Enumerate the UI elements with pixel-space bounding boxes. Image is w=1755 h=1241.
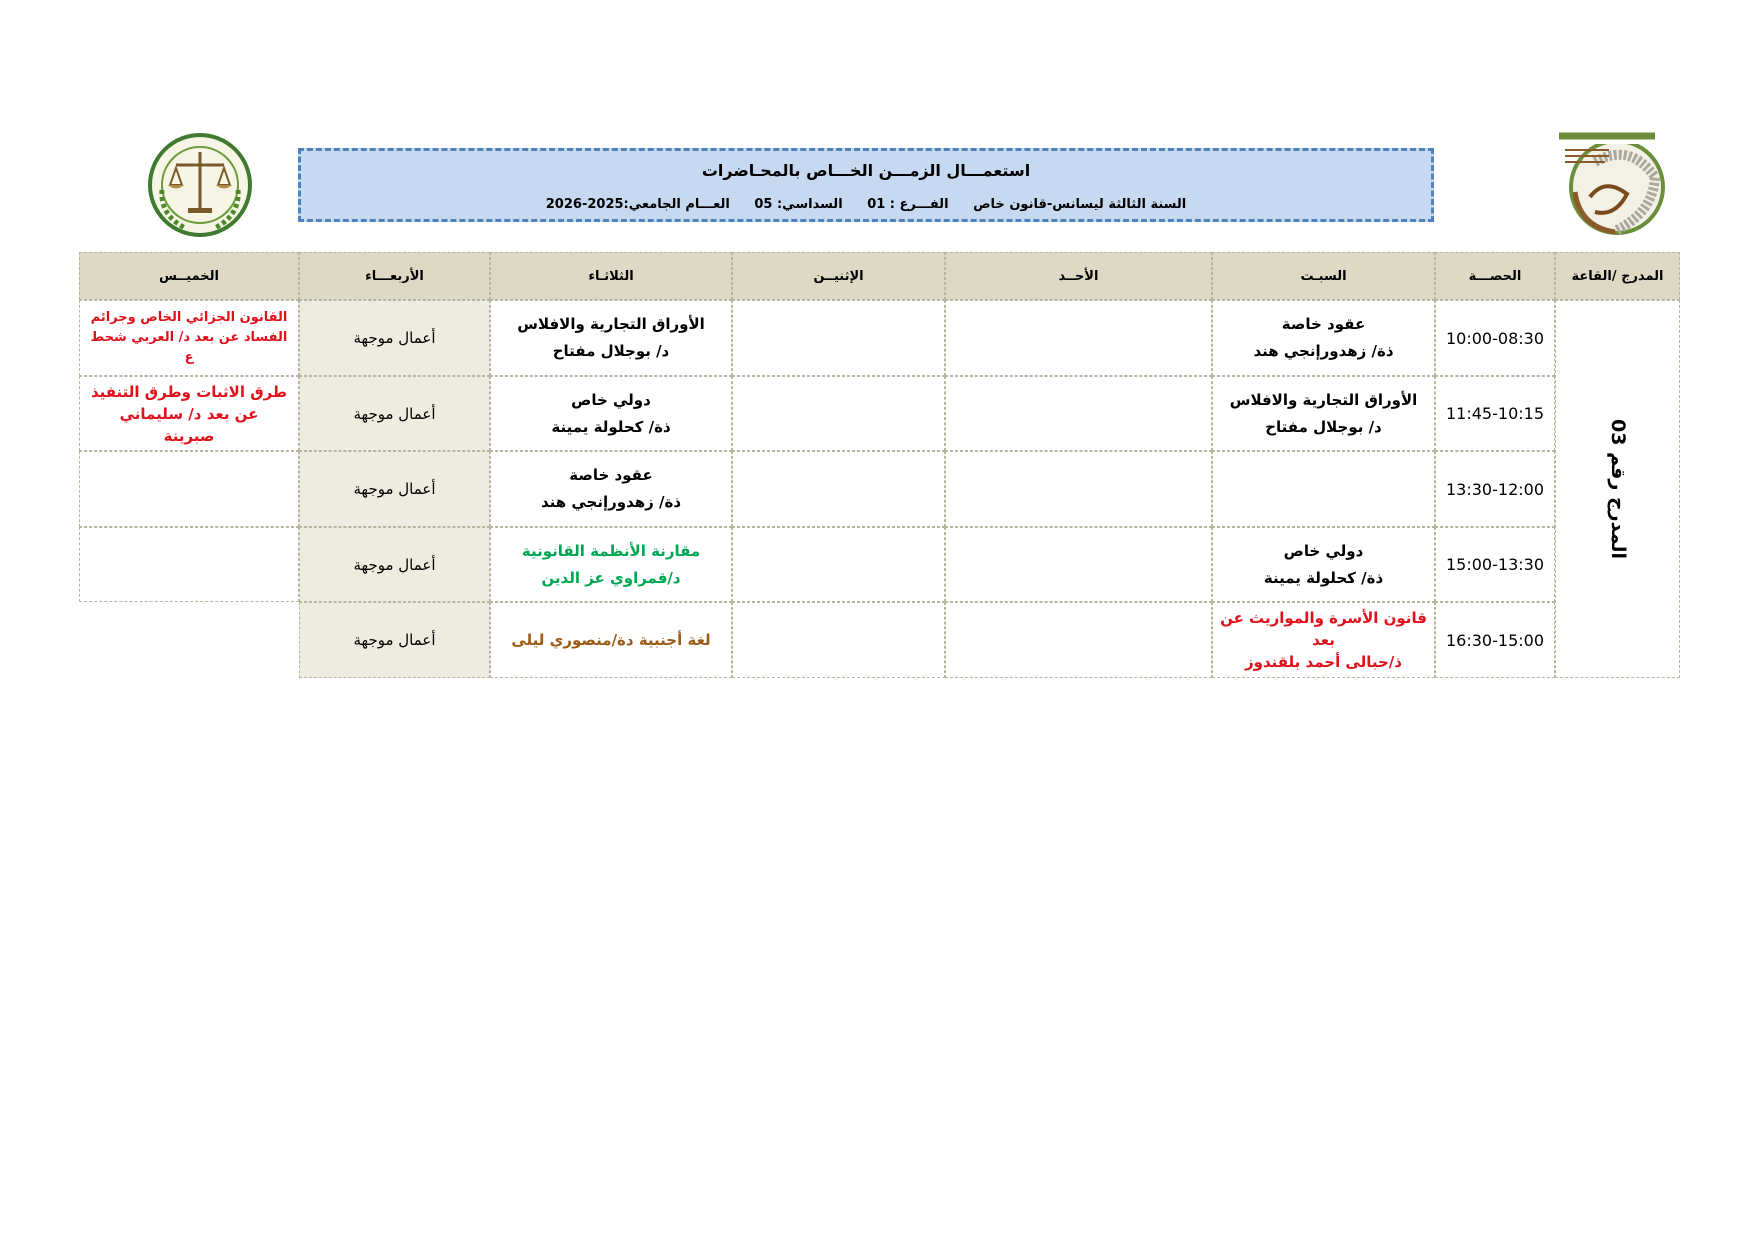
course-teacher: د/قمراوي عز الدين bbox=[541, 568, 681, 587]
tutorial-label: أعمال موجهة bbox=[353, 329, 436, 347]
course-name: مقارنة الأنظمة القانونية bbox=[521, 541, 701, 560]
course-name: طرق الاثبات وطرق التنفيذ bbox=[90, 382, 288, 401]
course-name: عقود خاصة bbox=[569, 466, 653, 484]
course-name: عقود خاصة bbox=[1281, 315, 1366, 333]
page-title: استعمـــال الزمـــن الخـــاص بالمحـاضرات bbox=[701, 161, 1031, 180]
course-name: القانون الجزائي الخاص وجرائم bbox=[90, 310, 288, 325]
column-header-monday: الإثنيــن bbox=[732, 252, 945, 300]
column-header-saturday: السبـت bbox=[1212, 252, 1435, 300]
column-header-sunday: الأحــد bbox=[945, 252, 1212, 300]
saturday-slot-3 bbox=[1212, 451, 1435, 527]
sunday-slot-1 bbox=[945, 300, 1212, 376]
thursday-slot-4 bbox=[79, 527, 299, 602]
monday-slot-1 bbox=[732, 300, 945, 376]
wednesday-slot-5 bbox=[299, 602, 490, 678]
tutorial-label: أعمال موجهة bbox=[353, 404, 436, 423]
time-slot: 16:30-15:00 bbox=[1435, 602, 1555, 678]
course-name: الأوراق التجارية والافلاس bbox=[1229, 390, 1418, 409]
course-teacher: عن بعد د/ سليماني bbox=[119, 404, 259, 423]
wednesday-slot-3 bbox=[299, 451, 490, 527]
course-teacher: الفساد عن بعد د/ العربي شحط bbox=[90, 330, 288, 345]
time-slot: 11:45-10:15 bbox=[1435, 376, 1555, 451]
course-name: قانون الأسرة والمواريث عن bbox=[1220, 609, 1427, 627]
wednesday-slot-1 bbox=[299, 300, 490, 376]
saturday-slot-2 bbox=[1212, 376, 1435, 451]
tutorial-label: أعمال موجهة bbox=[353, 555, 436, 574]
tuesday-slot-1 bbox=[490, 300, 732, 376]
tutorial-label: أعمال موجهة bbox=[353, 631, 436, 649]
course-teacher: ذة/ زهدورإنجي هند bbox=[540, 493, 682, 511]
course-teacher: د/ بوجلال مفتاح bbox=[1265, 417, 1382, 436]
hall-label: المدرج رقم 03 bbox=[1606, 419, 1629, 559]
course-teacher-cont: صبرينة bbox=[163, 426, 215, 445]
course-name: دولي خاص bbox=[571, 390, 651, 409]
monday-slot-3 bbox=[732, 451, 945, 527]
sunday-slot-5 bbox=[945, 602, 1212, 678]
semester-label: السداسي: 05 bbox=[754, 197, 843, 212]
thursday-slot-2 bbox=[79, 376, 299, 451]
saturday-slot-5 bbox=[1212, 602, 1435, 678]
column-header-wednesday: الأربعـــاء bbox=[299, 252, 490, 300]
tuesday-slot-4 bbox=[490, 527, 732, 602]
course-teacher-cont: ع bbox=[184, 350, 194, 365]
level-label: السنة الثالثة ليسانس-قانون خاص bbox=[973, 197, 1187, 212]
saturday-slot-4 bbox=[1212, 527, 1435, 602]
academic-year-label: العـــام الجامعي:2025-2026 bbox=[545, 197, 730, 212]
sunday-slot-4 bbox=[945, 527, 1212, 602]
course-teacher: ذة/ زهدورإنجي هند bbox=[1253, 342, 1394, 360]
course-teacher: ذة/ كحلولة يمينة bbox=[551, 417, 671, 436]
wednesday-slot-4 bbox=[299, 527, 490, 602]
course-mode: بعد bbox=[1312, 631, 1335, 649]
course-teacher: د/ بوجلال مفتاح bbox=[552, 342, 670, 360]
sunday-slot-3 bbox=[945, 451, 1212, 527]
time-slot: 13:30-12:00 bbox=[1435, 451, 1555, 527]
tuesday-slot-5 bbox=[490, 602, 732, 678]
tuesday-slot-2 bbox=[490, 376, 732, 451]
thursday-slot-3 bbox=[79, 451, 299, 527]
time-slot: 15:00-13:30 bbox=[1435, 527, 1555, 602]
saturday-slot-1 bbox=[1212, 300, 1435, 376]
column-header-session: الحصـــة bbox=[1435, 252, 1555, 300]
course-name: الأوراق التجارية والافلاس bbox=[517, 315, 705, 333]
hall-cell bbox=[1555, 300, 1680, 678]
column-header-thursday: الخميــس bbox=[79, 252, 299, 300]
sunday-slot-2 bbox=[945, 376, 1212, 451]
tuesday-slot-3 bbox=[490, 451, 732, 527]
column-header-hall: المدرج /القاعة bbox=[1555, 252, 1680, 300]
thursday-slot-1 bbox=[79, 300, 299, 376]
monday-slot-5 bbox=[732, 602, 945, 678]
branch-label: الفـــرع : 01 bbox=[867, 197, 949, 212]
monday-slot-2 bbox=[732, 376, 945, 451]
course-name: لغة أجنبية دة/منصوري ليلى bbox=[511, 630, 711, 649]
course-teacher: ذ/حبالى أحمد بلقندوز bbox=[1245, 653, 1402, 671]
course-name: دولي خاص bbox=[1283, 541, 1364, 560]
column-header-tuesday: الثلاثـاء bbox=[490, 252, 732, 300]
time-slot: 10:00-08:30 bbox=[1435, 300, 1555, 376]
course-teacher: ذة/ كحلولة يمينة bbox=[1263, 568, 1384, 587]
monday-slot-4 bbox=[732, 527, 945, 602]
wednesday-slot-2 bbox=[299, 376, 490, 451]
tutorial-label: أعمال موجهة bbox=[353, 480, 436, 498]
